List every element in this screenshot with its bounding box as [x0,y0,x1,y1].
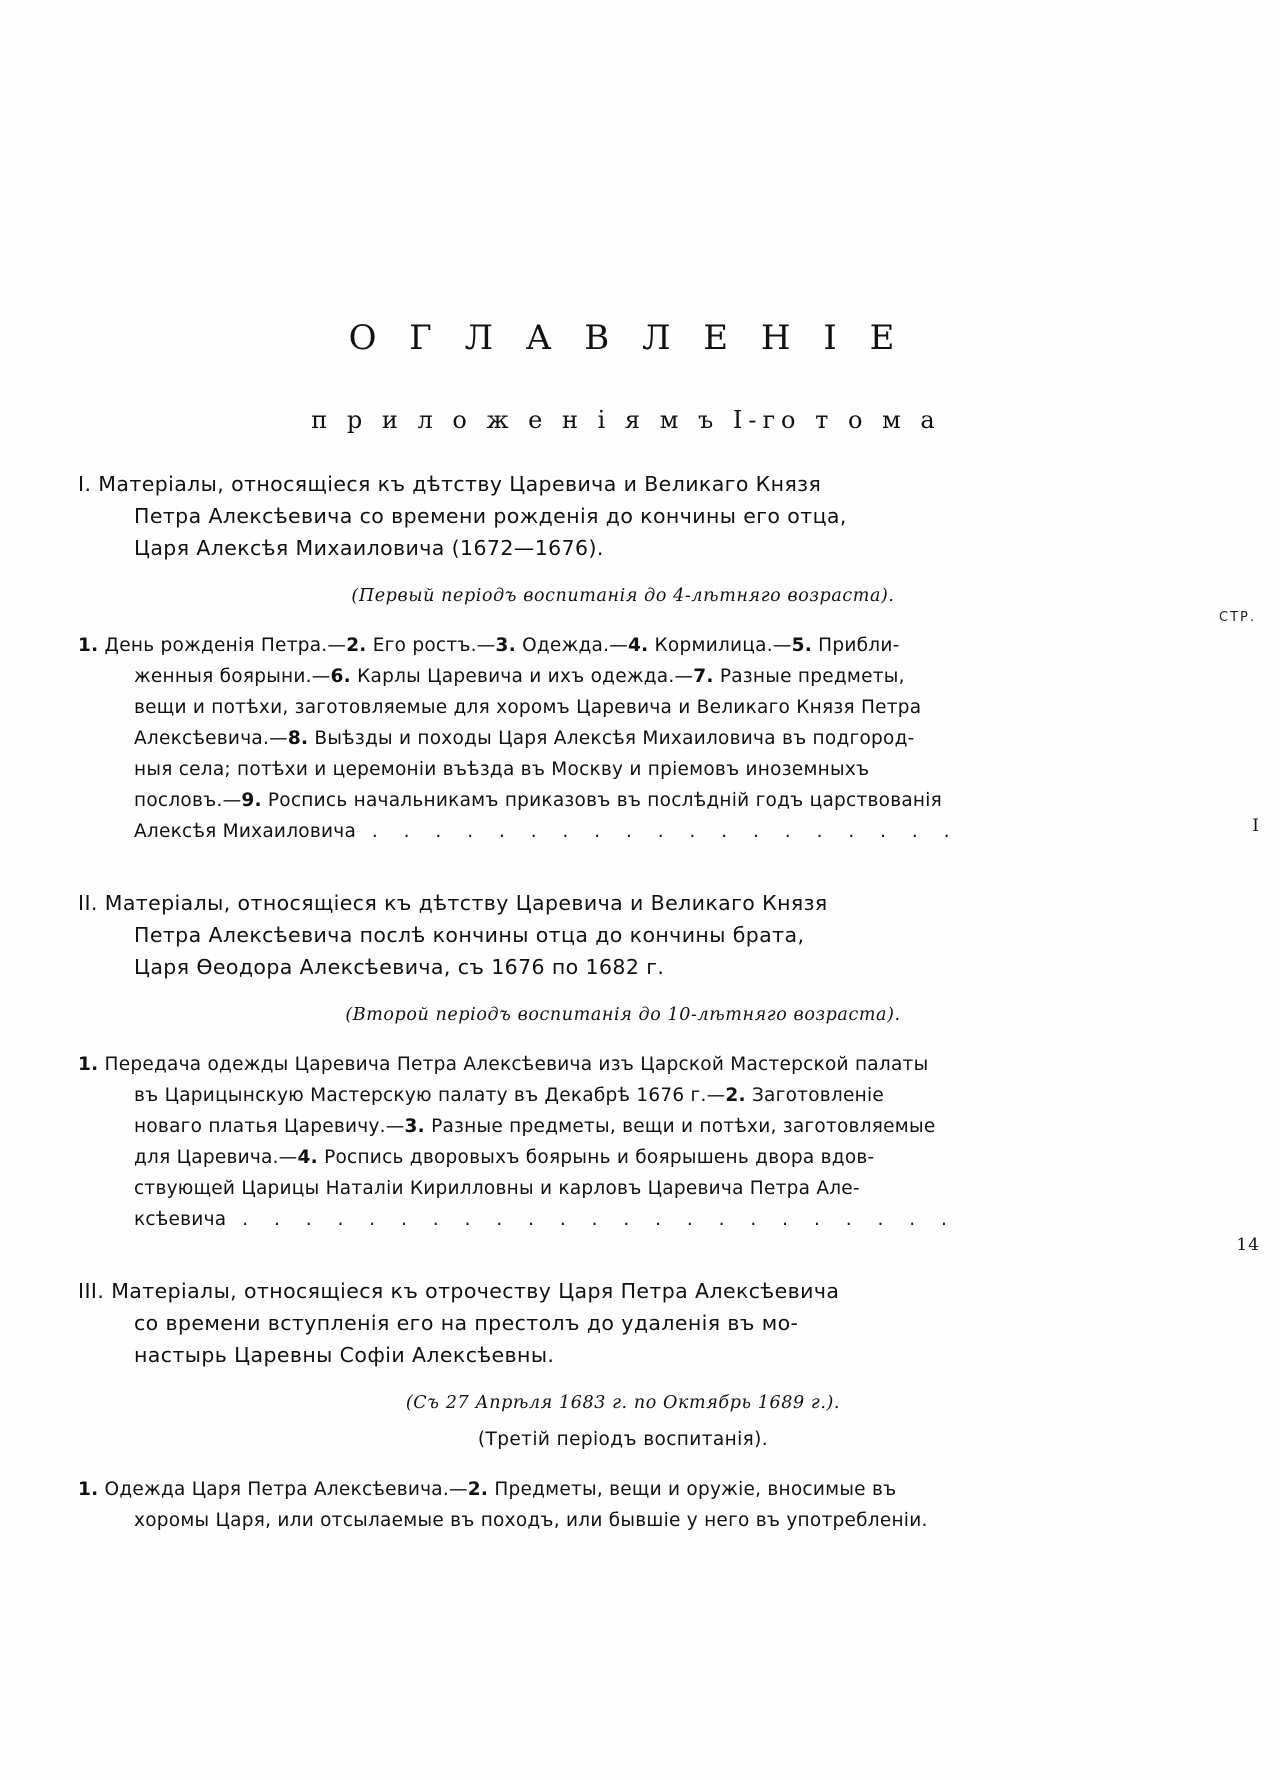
toc-entry-3-line2: хоромы Царя, или отсылаемые въ походъ, или бывшіе у него въ употребленіи. [134,1510,928,1531]
dot-leader-2: . . . . . . . . . . . . . . . . . . . . . . . [226,1209,957,1230]
toc-entry-1-page: I [1252,816,1260,836]
section-heading-2-line1: Матеріалы, относящіеся къ дѣтству Царевича и Великаго Князя [104,891,828,915]
section-heading-3-line1: Матеріалы, относящіеся къ отрочеству Царя Петра Алексѣевича [111,1279,840,1303]
page-subtitle: п р и л о ж е н і я м ъ I-го т о м а [311,406,941,434]
section-period-note-1: (Первый періодъ воспитанія до 4-лѣтняго возраста). [351,586,895,606]
toc-entry-2-line2: въ Царицынскую Мастерскую палату въ Декабрѣ 1676 г.—2. Заготовленіе [134,1085,885,1106]
toc-entry-1[interactable] [78,630,1260,847]
toc-entry-1-line7-text: Алексѣя Михаиловича [134,821,357,842]
section-roman-3: III. [78,1279,105,1303]
section-heading-1-line3: Царя Алексѣя Михаиловича (1672—1676). [134,536,604,560]
page-title: О Г Л А В Л Е Н І Е [348,318,906,358]
toc-entry-3[interactable] [78,1474,1168,1536]
toc-entry-2[interactable] [78,1049,1260,1255]
section-heading-1-line2: Петра Алексѣевича со времени рожденія до кончины его отца, [134,504,847,528]
dot-leader-1: . . . . . . . . . . . . . . . . . . . [356,821,960,842]
section-heading-2 [78,887,1168,983]
toc-entry-1-line4: Алексѣевича.—8. Выѣзды и походы Царя Алексѣя Михаиловича въ подгород- [134,728,915,749]
toc-entry-1-line5: ныя села; потѣхи и церемоніи въѣзда въ Москву и пріемовъ иноземныхъ [134,759,870,780]
toc-entry-2-line5: ствующей Царицы Наталіи Кирилловны и карловъ Царевича Петра Але- [134,1178,860,1199]
section-roman-2: II. [78,891,98,915]
page-content [78,0,1260,1536]
toc-entry-1-text [78,630,1018,847]
toc-entry-3-text [78,1474,1018,1536]
toc-entry-1-line6: пословъ.—9. Роспись начальникамъ приказовъ въ послѣдній годъ царствованія [134,790,943,811]
section-period-note-3b: (Третій періодъ воспитанія). [477,1429,769,1450]
toc-entry-1-line7 [78,816,1018,847]
toc-entry-1-line3: вещи и потѣхи, заготовляемые для хоромъ Царевича и Великаго Князя Петра [134,697,922,718]
toc-section-1 [78,468,1260,847]
toc-entry-2-line4: для Царевича.—4. Роспись дворовыхъ боярынь и боярышень двора вдов- [134,1147,875,1168]
page-column-header-label: СТР. [1219,610,1256,625]
section-period-note-3: (Съ 27 Апрѣля 1683 г. по Октябрь 1689 г.). [405,1393,841,1413]
section-period-note-2: (Второй періодъ воспитанія до 10-лѣтняго возраста). [345,1005,901,1025]
toc-entry-1-line2: женныя боярыни.—6. Карлы Царевича и ихъ одежда.—7. Разные предметы, [134,666,905,687]
toc-entry-2-line6-text: ксѣевича [134,1209,227,1230]
toc-section-3 [78,1275,1168,1536]
section-heading-3-line2: со времени вступленія его на престолъ до удаленія въ мо- [134,1311,799,1335]
toc-entry-2-page: 14 [1236,1235,1260,1255]
section-heading-3 [78,1275,1168,1371]
section-heading-3-line3: настырь Царевны Софіи Алексѣевны. [134,1343,555,1367]
toc-entry-2-text [78,1049,1018,1235]
section-heading-1-line1: Матеріалы, относящіеся къ дѣтству Царевича и Великаго Князя [98,472,822,496]
toc-entry-3-line1: 1. Одежда Царя Петра Алексѣевича.—2. Предметы, вещи и оружіе, вносимые въ [78,1479,897,1500]
section-heading-1 [78,468,1168,564]
section-heading-2-line3: Царя Ѳеодора Алексѣевича, съ 1676 по 1682 г. [134,955,665,979]
section-heading-2-line2: Петра Алексѣевича послѣ кончины отца до кончины брата, [134,923,805,947]
toc-entry-2-line1: 1. Передача одежды Царевича Петра Алексѣевича изъ Царской Мастерской палаты [78,1054,929,1075]
toc-entry-2-line6 [78,1204,1018,1235]
toc-section-2 [78,887,1260,1255]
section-roman-1: I. [78,472,92,496]
toc-entry-1-line1: 1. День рожденія Петра.—2. Его ростъ.—3. Одежда.—4. Кормилица.—5. Прибли- [78,635,900,656]
toc-entry-2-line3: новаго платья Царевичу.—3. Разные предметы, вещи и потѣхи, заготовляемые [134,1116,936,1137]
